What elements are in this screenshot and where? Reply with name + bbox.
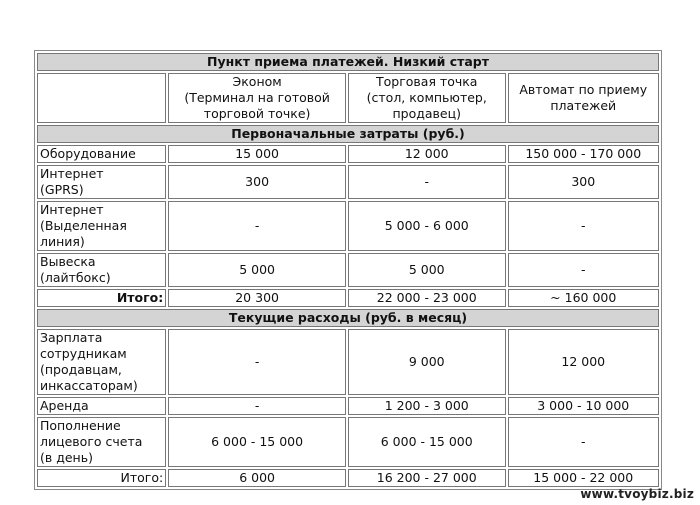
cell-value: -	[348, 165, 506, 199]
total-value: ~ 160 000	[508, 289, 660, 307]
total-value: 16 200 - 27 000	[348, 469, 506, 487]
cell-value: 12 000	[348, 145, 506, 163]
cell-value: 5 000	[168, 253, 346, 287]
section-current-expenses: Текущие расходы (руб. в месяц)	[37, 309, 659, 327]
header-trade-line2: (стол, компьютер,	[366, 90, 487, 105]
row-label-equipment	[37, 145, 166, 163]
label-line: (GPRS)	[40, 182, 84, 197]
cell-value: -	[508, 253, 660, 287]
label-line: лицевого счета	[40, 434, 143, 449]
label-line: Интернет	[40, 202, 104, 217]
table-row	[37, 253, 659, 287]
row-label-account-topup	[37, 417, 166, 467]
table-row	[37, 201, 659, 251]
cell-value: -	[168, 329, 346, 395]
total-label: Итого:	[37, 469, 166, 487]
cell-value: 9 000	[348, 329, 506, 395]
table-row	[37, 397, 659, 415]
total-label: Итого:	[37, 289, 166, 307]
header-trade-point	[348, 73, 506, 123]
row-label-internet-line	[37, 201, 166, 251]
payment-point-table-container	[34, 50, 662, 490]
cell-value: 15 000	[168, 145, 346, 163]
header-empty-cell	[37, 73, 166, 123]
table-title: Пункт приема платежей. Низкий старт	[37, 53, 659, 71]
section-row	[37, 125, 659, 143]
label-line: линия)	[40, 234, 85, 249]
header-automat	[508, 73, 660, 123]
header-trade-line3: продавец)	[392, 106, 461, 121]
cell-value: 5 000	[348, 253, 506, 287]
total-row	[37, 289, 659, 307]
cell-value: 3 000 - 10 000	[508, 397, 660, 415]
label-line: Оборудование	[40, 146, 136, 161]
header-economy-line3: торговой точке)	[203, 106, 311, 121]
table-row	[37, 165, 659, 199]
label-line: (в день)	[40, 450, 93, 465]
header-row	[37, 73, 659, 123]
total-value: 15 000 - 22 000	[508, 469, 660, 487]
label-line: сотрудникам	[40, 346, 127, 361]
cell-value: 6 000 - 15 000	[348, 417, 506, 467]
row-label-internet-gprs	[37, 165, 166, 199]
title-row	[37, 53, 659, 71]
row-label-signboard	[37, 253, 166, 287]
cell-value: -	[508, 201, 660, 251]
header-economy-line2: (Терминал на готовой	[184, 90, 330, 105]
section-row	[37, 309, 659, 327]
total-value: 6 000	[168, 469, 346, 487]
cell-value: 300	[508, 165, 660, 199]
cell-value: -	[168, 397, 346, 415]
row-label-rent	[37, 397, 166, 415]
label-line: (лайтбокс)	[40, 270, 111, 285]
section-initial-costs: Первоначальные затраты (руб.)	[37, 125, 659, 143]
header-trade-line1: Торговая точка	[375, 74, 478, 89]
cell-value: 5 000 - 6 000	[348, 201, 506, 251]
table-row	[37, 417, 659, 467]
header-automat-line1: Автомат по приему	[519, 82, 648, 97]
header-economy	[168, 73, 346, 123]
label-line: Интернет	[40, 166, 104, 181]
payment-point-table	[34, 50, 662, 490]
header-automat-line2: платежей	[550, 98, 617, 113]
cell-value: -	[508, 417, 660, 467]
table-row	[37, 329, 659, 395]
label-line: Аренда	[40, 398, 89, 413]
table-row	[37, 145, 659, 163]
label-line: Зарплата	[40, 330, 103, 345]
label-line: инкассаторам)	[40, 378, 138, 393]
cell-value: 150 000 - 170 000	[508, 145, 660, 163]
cell-value: 300	[168, 165, 346, 199]
label-line: Пополнение	[40, 418, 121, 433]
site-watermark: www.tvoybiz.biz	[580, 487, 694, 501]
cell-value: -	[168, 201, 346, 251]
cell-value: 12 000	[508, 329, 660, 395]
total-row	[37, 469, 659, 487]
total-value: 20 300	[168, 289, 346, 307]
total-value: 22 000 - 23 000	[348, 289, 506, 307]
row-label-salary	[37, 329, 166, 395]
label-line: (продавцам,	[40, 362, 122, 377]
label-line: (Выделенная	[40, 218, 127, 233]
header-economy-line1: Эконом	[232, 74, 282, 89]
label-line: Вывеска	[40, 254, 96, 269]
cell-value: 1 200 - 3 000	[348, 397, 506, 415]
cell-value: 6 000 - 15 000	[168, 417, 346, 467]
